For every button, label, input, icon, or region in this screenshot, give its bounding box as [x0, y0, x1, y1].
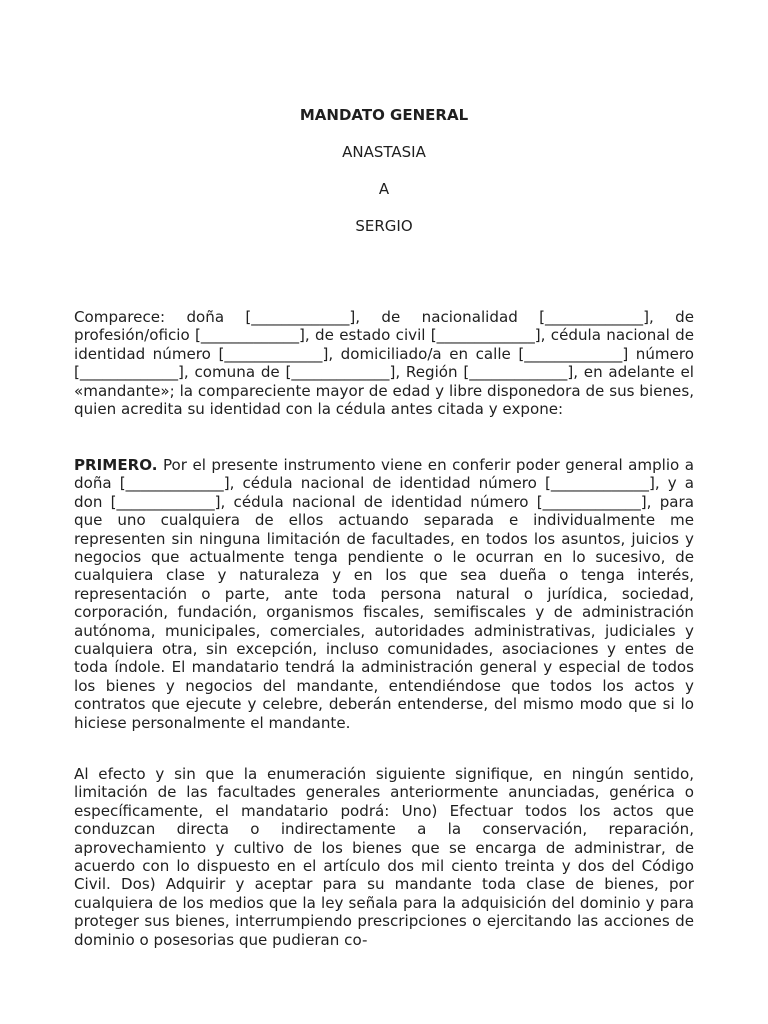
grantor-name: ANASTASIA [342, 143, 426, 161]
paragraph-comparece-text: Comparece: doña [_____________], de nacionalidad [_____________], de profesión/oficio [_____________], de estado civil [_____________], cédula nacional de identidad número [_____________], domiciliado/a en calle [_____________] número [_____________], comuna de [_____________], Región [_____________], en adelante el «mandante»; la compareciente mayor de edad y libre disponedora de sus bienes, quien acredita su identidad con la cédula antes citada y expone: [74, 308, 694, 419]
paragraph-al-efecto-text: Al efecto y sin que la enumeración siguiente signifique, en ningún sentido, limitación de las facultades generales anteriormente anunciadas, genérica o específicamente, el mandatario podrá: Uno) Efectuar todos los actos que conduzcan directa o indirectamente a la conservación, reparación, aprovechamiento y cultivo de los bienes que se encarga de administrar, de acuerdo con lo dispuesto en el artículo dos mil ciento treinta y dos del Código Civil. Dos) Adquirir y aceptar para su mandante toda clase de bienes, por cualquiera de los medios que la ley señala para la adquisición del dominio y para proteger sus bienes, interrumpiendo prescripciones o ejercitando las acciones de dominio o posesorias que pudieran co- [74, 765, 694, 949]
document-title: MANDATO GENERAL [299, 106, 469, 124]
paragraph-comparece [74, 308, 694, 418]
paragraph-primero-lead: PRIMERO. [74, 456, 158, 474]
paragraph-al-efecto [74, 765, 694, 949]
paragraph-primero-text: Por el presente instrumento viene en conferir poder general amplio a doña [_____________], cédula nacional de identidad número [_____________], y a don [_____________], cédula nacional de identidad número [_____________], para que uno cualquiera de ellos actuando separada e individualmente me representen sin ninguna limitación de facultades, en todos los asuntos, juicios y negocios que actualmente tenga pendiente o le ocurran en lo sucesivo, de cualquiera clase y naturaleza y en los que sea dueña o tenga interés, representación o parte, ante toda persona natural o jurídica, sociedad, corporación, fundación, organismos fiscales, semifiscales y de administración autónoma, municipales, comerciales, autoridades administrativas, judiciales y cualquiera otra, sin excepción, incluso comunidades, asociaciones y entes de toda índole. El mandatario tendrá la administración general y especial de todos los bienes y negocios del mandante, entendiéndose que todos los actos y contratos que ejecute y celebre, deberán entenderse, del mismo modo que si lo hiciese personalmente el mandante. [74, 456, 694, 732]
paragraph-primero [74, 456, 694, 732]
grantee-name: SERGIO [355, 217, 413, 235]
connector-word: A [378, 180, 390, 198]
